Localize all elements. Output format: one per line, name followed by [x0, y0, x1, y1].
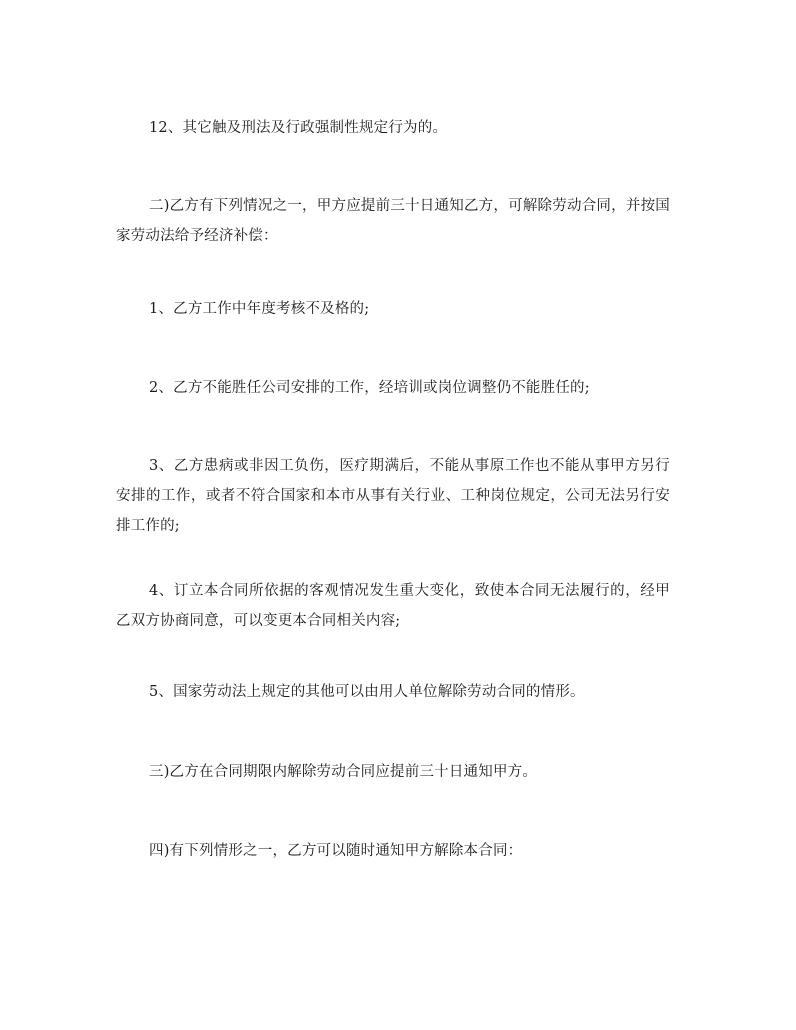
section-4-immediate-termination: 四)有下列情形之一，乙方可以随时通知甲方解除本合同： [149, 843, 523, 859]
clause-3-illness-injury: 3、乙方患病或非因工负伤，医疗期满后，不能从事原工作也不能从事甲方另行安排的工作，或者不符合国家和本市从事有关行业、工种岗位规定，公司无法另行安排工作的; [116, 458, 670, 534]
clause-4-circumstance-change: 4、订立本合同所依据的客观情况发生重大变化，致使本合同无法履行的，经甲乙双方协商同意，可以变更本合同相关内容; [116, 583, 670, 629]
clause-2-incompetence: 2、乙方不能胜任公司安排的工作，经培训或岗位调整仍不能胜任的; [149, 380, 590, 396]
section-3-employee-notice: 三)乙方在合同期限内解除劳动合同应提前三十日通知甲方。 [149, 764, 538, 780]
section-2-termination-with-notice: 二)乙方有下列情况之一，甲方应提前三十日通知乙方，可解除劳动合同，并按国家劳动法给予经济补偿： [116, 198, 670, 244]
clause-5-other-legal-cases: 5、国家劳动法上规定的其他可以由用人单位解除劳动合同的情形。 [149, 684, 585, 700]
clause-1-annual-review-fail: 1、乙方工作中年度考核不及格的; [149, 301, 370, 317]
clause-12-criminal-violation: 12、其它触及刑法及行政强制性规定行为的。 [149, 120, 448, 136]
